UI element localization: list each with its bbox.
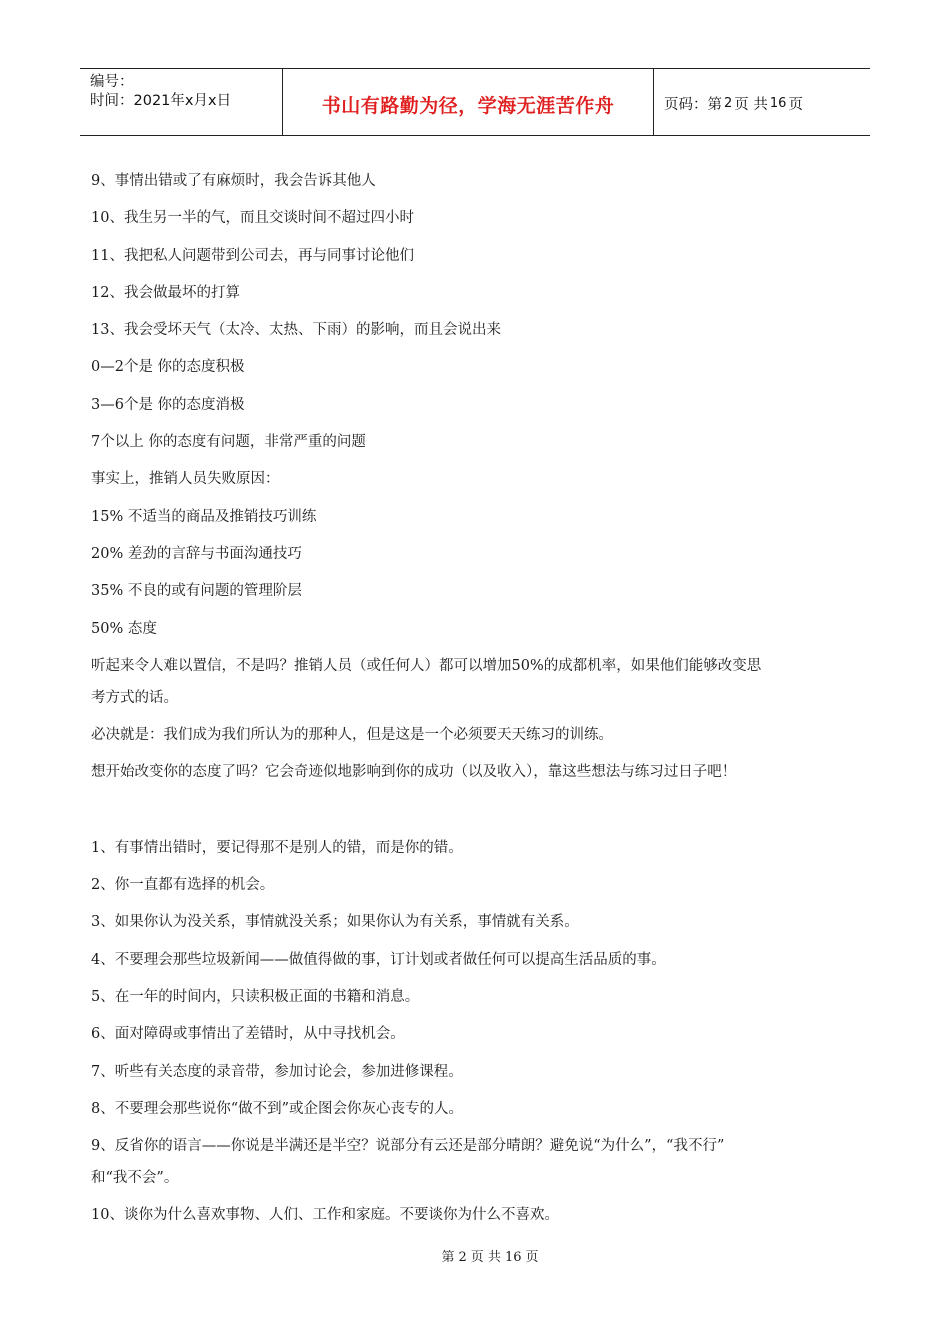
text-line: 13、我会受坏天气（太冷、太热、下雨）的影响，而且会说出来 bbox=[91, 322, 501, 339]
percent-line: 15% 不适当的商品及推销技巧训练 bbox=[91, 508, 317, 525]
page-label-suffix: 页 bbox=[788, 96, 803, 113]
footer-mid: 页 共 bbox=[470, 1250, 501, 1265]
header-motto-cell bbox=[282, 69, 654, 135]
percent-line: 35% 不良的或有问题的管理阶层 bbox=[91, 583, 302, 600]
list-item: 1、有事情出错时，要记得那不是别人的错，而是你的错。 bbox=[91, 839, 463, 856]
percent-line: 50% 态度 bbox=[91, 620, 157, 637]
page-total: 16 bbox=[769, 95, 787, 111]
list-item: 10、谈你为什么喜欢事物、人们、工作和家庭。不要谈你为什么不喜欢。 bbox=[91, 1207, 559, 1224]
footer-prefix: 第 bbox=[441, 1250, 455, 1265]
header-meta bbox=[80, 69, 282, 135]
score-line: 7个以上 你的态度有问题，非常严重的问题 bbox=[91, 434, 366, 451]
list-item: 4、不要理会那些垃圾新闻——做值得做的事，订计划或者做任何可以提高生活品质的事。 bbox=[91, 951, 666, 968]
footer-current: 2 bbox=[458, 1250, 467, 1265]
list-item: 6、面对障碍或事情出了差错时，从中寻找机会。 bbox=[91, 1026, 405, 1043]
list-item: 3、如果你认为没关系，事情就没关系；如果你认为有关系，事情就有关系。 bbox=[91, 914, 579, 931]
score-line: 3—6个是 你的态度消极 bbox=[91, 396, 245, 413]
text-line: 事实上，推销人员失败原因： bbox=[91, 471, 280, 488]
list-item: 2、你一直都有选择的机会。 bbox=[91, 877, 275, 894]
text-line: 10、我生另一半的气，而且交谈时间不超过四小时 bbox=[91, 210, 414, 227]
percent-line: 20% 差劲的言辞与书面沟通技巧 bbox=[91, 545, 302, 562]
list-item: 9、反省你的语言——你说是半满还是半空？说部分有云还是部分晴朗？避免说“为什么”，“我不行” bbox=[91, 1138, 725, 1155]
list-item: 5、在一年的时间内，只读积极正面的书籍和消息。 bbox=[91, 988, 420, 1005]
blank-line bbox=[91, 797, 871, 835]
footer-total: 16 bbox=[504, 1250, 522, 1265]
list-item: 和“我不会”。 bbox=[91, 1170, 179, 1187]
document-body bbox=[91, 168, 871, 1240]
text-line: 12、我会做最坏的打算 bbox=[91, 284, 240, 301]
header-page-number bbox=[654, 69, 870, 135]
page-footer bbox=[0, 1246, 950, 1265]
motto-text: 书山有路勤为径，学海无涯苦作舟 bbox=[321, 94, 615, 117]
page-label-prefix: 页码：第 bbox=[664, 96, 722, 113]
text-line: 考方式的话。 bbox=[91, 689, 178, 706]
list-item: 7、听些有关态度的录音带，参加讨论会，参加进修课程。 bbox=[91, 1063, 463, 1080]
text-line: 想开始改变你的态度了吗？它会奇迹似地影响到你的成功（以及收入），靠这些想法与练习过日子吧！ bbox=[91, 764, 737, 781]
date-label: 时间：2021年x月x日 bbox=[90, 93, 232, 109]
document-header bbox=[80, 68, 870, 136]
page-label-mid: 页 共 bbox=[734, 96, 768, 113]
score-line: 0—2个是 你的态度积极 bbox=[91, 359, 245, 376]
list-item: 8、不要理会那些说你“做不到”或企图会你灰心丧专的人。 bbox=[91, 1100, 464, 1117]
text-line: 9、事情出错或了有麻烦时，我会告诉其他人 bbox=[91, 173, 376, 189]
text-line: 听起来令人难以置信，不是吗？推销人员（或任何人）都可以增加50%的成都机率，如果他们能够改变思 bbox=[91, 657, 762, 674]
text-line: 11、我把私人问题带到公司去，再与同事讨论他们 bbox=[91, 247, 414, 264]
page-current: 2 bbox=[724, 95, 733, 111]
text-line: 必决就是：我们成为我们所认为的那种人，但是这是一个必须要天天练习的训练。 bbox=[91, 727, 613, 744]
serial-label: 编号： bbox=[90, 74, 134, 90]
footer-suffix: 页 bbox=[525, 1250, 539, 1265]
